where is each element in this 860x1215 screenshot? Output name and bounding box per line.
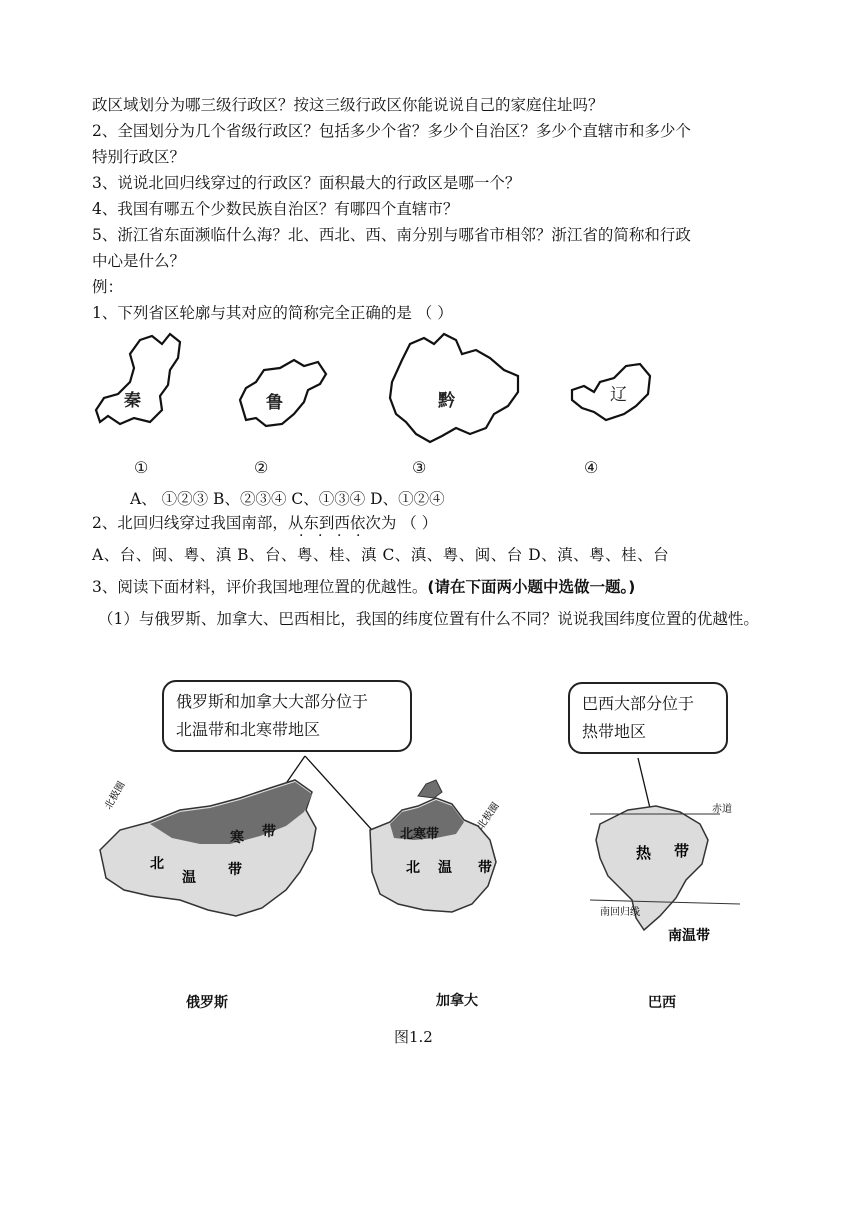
- province-outlines: [90, 330, 690, 450]
- brazil-map: [590, 802, 740, 944]
- russia-map: [100, 779, 316, 916]
- question-3: [92, 576, 635, 598]
- emphasis-dot: ·: [318, 528, 323, 544]
- question-2: 2、北回归线穿过我国南部，从东到西依次为 （ ）: [92, 514, 438, 532]
- text-line-4: 3、说说北回归线穿过的行政区？面积最大的行政区是哪一个？: [92, 174, 521, 192]
- russia-cold-label: 寒: [230, 830, 244, 846]
- shandong-outline: [240, 360, 326, 426]
- text-line-7: 中心是什么？: [92, 252, 186, 270]
- brazil-caption: 巴西: [648, 995, 676, 1011]
- question-2-options: A、台、闽、粤、滇 B、台、粤、桂、滇 C、滇、粤、闽、台 D、滇、粤、桂、台: [92, 546, 670, 564]
- russia-temp-3: 带: [228, 862, 242, 878]
- brazil-tropic-label: 南回归线: [600, 907, 640, 918]
- canada-temp-3: 带: [478, 860, 492, 876]
- text-line-3: 特别行政区？: [92, 148, 186, 166]
- emphasis-dot: ·: [337, 528, 342, 544]
- figure-caption: 图1.2: [394, 1028, 433, 1046]
- canada-temp-1: 北: [406, 860, 420, 876]
- canada-arctic-label: 北极圈: [475, 800, 502, 832]
- emphasis-dot: ·: [299, 528, 304, 544]
- canada-temp-2: 温: [438, 860, 452, 876]
- shape-number-4: ④: [584, 458, 599, 477]
- text-line-5: 4、我国有哪五个少数民族自治区？有哪四个直辖市？: [92, 200, 459, 218]
- text-line-6: 5、浙江省东面濒临什么海？北、西北、西、南分别与哪省市相邻？浙江省的简称和行政: [92, 226, 691, 244]
- canada-cold-label: 北寒带: [400, 827, 440, 842]
- shape-label-qian: 黔: [438, 391, 455, 411]
- canada-caption: 加拿大: [436, 993, 478, 1009]
- text-line-1: 政区域划分为哪三级行政区？按这三级行政区你能说说自己的家庭住址吗？: [92, 96, 604, 114]
- question-3-text: 3、阅读下面材料，评价我国地理位置的优越性。: [92, 578, 428, 596]
- question-1-options: A、 ①②③ B、②③④ C、①③④ D、①②④: [130, 490, 445, 508]
- brazil-hot-2: 带: [674, 842, 690, 860]
- question-3-note: (请在下面两小题中选做一题。): [427, 578, 636, 596]
- russia-temp-1: 北: [150, 856, 164, 872]
- russia-arctic-label: 北极圈: [103, 780, 128, 812]
- callout-left-line-1: 俄罗斯和加拿大大部分位于: [176, 692, 369, 711]
- question-3-sub: （1）与俄罗斯、加拿大、巴西相比，我国的纬度位置有什么不同？说说我国纬度位置的优越性。: [98, 610, 759, 628]
- callout-right-line-1: 巴西大部分位于: [582, 694, 695, 713]
- shape-number-1: ①: [134, 458, 149, 477]
- shape-number-2: ②: [254, 458, 269, 477]
- guizhou-outline: [390, 334, 518, 442]
- shape-label-lu: 鲁: [266, 393, 283, 413]
- text-line-2: 2、全国划分为几个省级行政区？包括多少个省？多少个自治区？多少个直辖市和多少个: [92, 122, 691, 140]
- example-label: 例：: [92, 278, 124, 296]
- brazil-equator-label: 赤道: [712, 804, 732, 815]
- canada-map: [370, 780, 502, 912]
- brazil-hot-1: 热: [636, 844, 652, 862]
- figure-maps: [80, 740, 780, 980]
- brazil-south-label: 南温带: [668, 928, 710, 944]
- shape-label-qin: 秦: [124, 391, 141, 411]
- russia-caption: 俄罗斯: [186, 995, 228, 1011]
- question-1: 1、下列省区轮廓与其对应的简称完全正确的是 （ ）: [92, 304, 453, 322]
- russia-temp-2: 温: [182, 870, 196, 886]
- callout-left-line-2: 北温带和北寒带地区: [176, 720, 321, 739]
- emphasis-dot: ·: [356, 528, 361, 544]
- callout-right-line-2: 热带地区: [582, 722, 647, 741]
- shape-number-3: ③: [412, 458, 427, 477]
- shape-label-liao: 辽: [610, 385, 627, 405]
- russia-cold-belt-label: 带: [262, 824, 276, 840]
